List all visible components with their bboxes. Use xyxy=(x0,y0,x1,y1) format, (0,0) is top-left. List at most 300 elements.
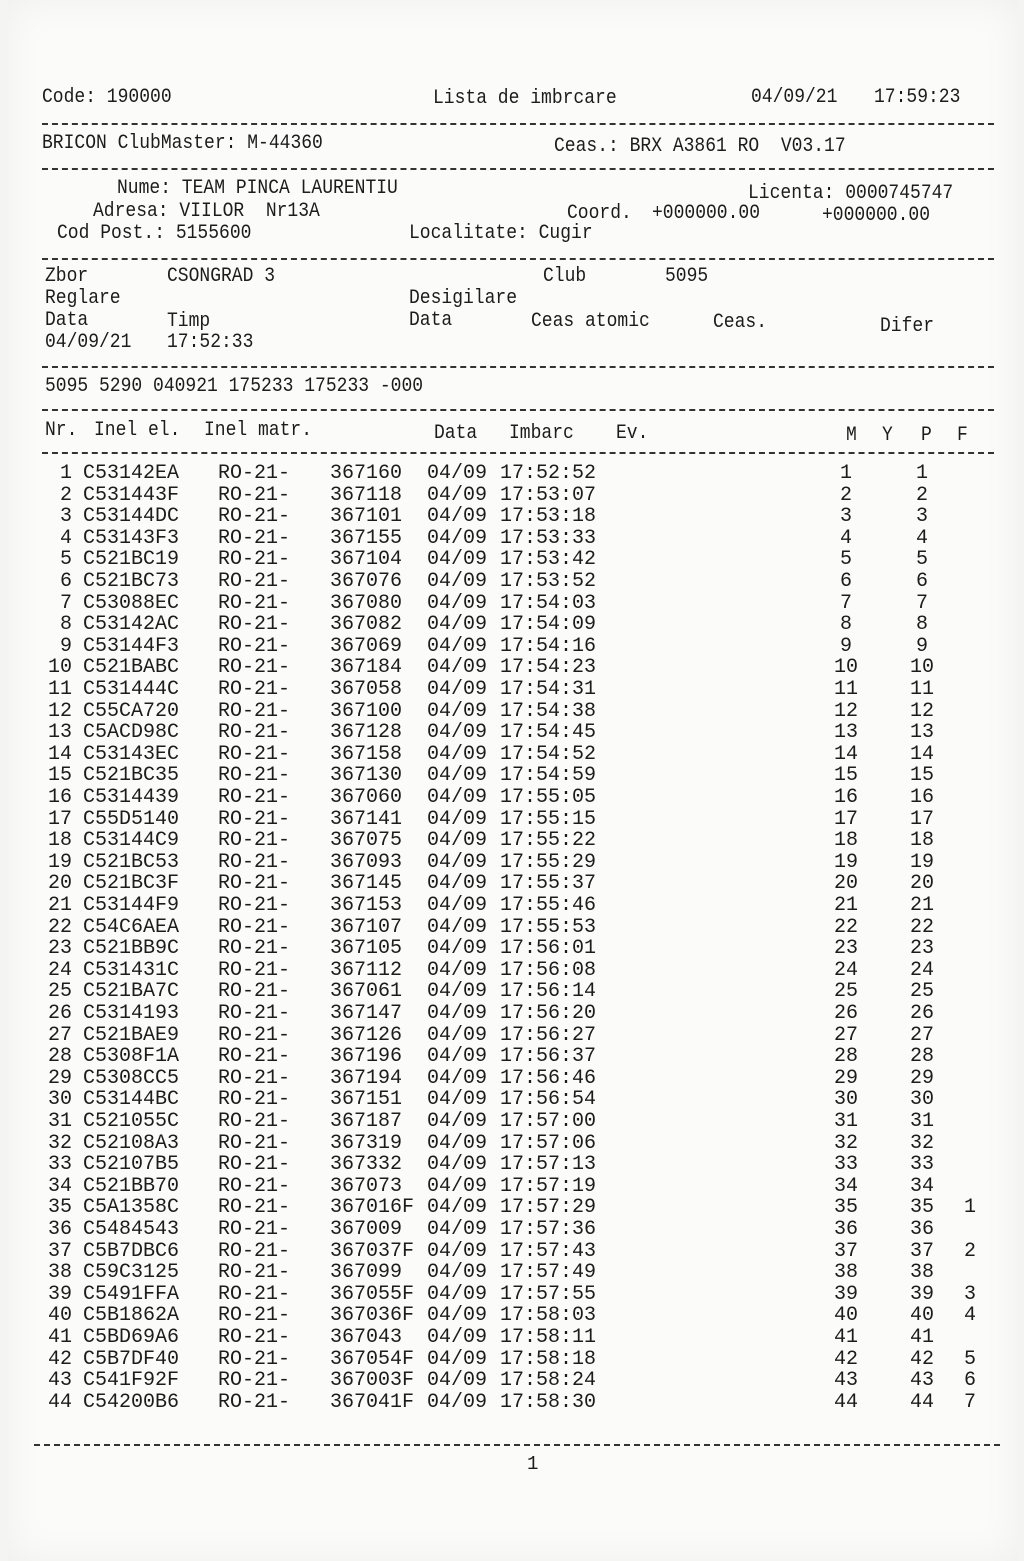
coord-label: Coord. xyxy=(567,202,632,225)
arrival-date: 04/09 xyxy=(427,1261,488,1285)
ring-prefix: RO-21- xyxy=(218,937,291,961)
ring-prefix: RO-21- xyxy=(218,915,291,939)
arrival-time: 17:55:53 xyxy=(500,915,597,939)
col-nr: Nr. xyxy=(45,419,78,442)
ring-number: 367101 xyxy=(330,505,403,529)
electronic-ring: C53142AC xyxy=(83,613,180,637)
arrival-date: 04/09 xyxy=(427,721,488,745)
table-row xyxy=(0,960,1024,982)
row-number: 38 xyxy=(47,1261,72,1285)
rank-p: 12 xyxy=(909,699,934,723)
ring-number: 367016F xyxy=(330,1196,415,1220)
ring-number: 367151 xyxy=(330,1088,403,1112)
electronic-ring: C531431C xyxy=(83,958,180,982)
table-row xyxy=(0,809,1024,831)
arrival-date: 04/09 xyxy=(427,1239,488,1263)
ring-prefix: RO-21- xyxy=(218,1066,291,1090)
ring-prefix: RO-21- xyxy=(218,894,291,917)
table-row xyxy=(0,701,1024,723)
rank-m: 4 xyxy=(839,526,852,550)
rank-m: 33 xyxy=(833,1153,858,1177)
rank-p: 33 xyxy=(909,1153,934,1177)
ring-prefix: RO-21- xyxy=(218,807,291,831)
rank-f: 6 xyxy=(963,1369,976,1393)
ring-prefix: RO-21- xyxy=(218,1002,291,1025)
electronic-ring: C5ACD98C xyxy=(83,721,180,745)
ring-prefix: RO-21- xyxy=(218,829,291,853)
club-label: Club xyxy=(543,265,587,288)
electronic-ring: C531444C xyxy=(83,678,180,701)
row-number: 11 xyxy=(47,678,72,701)
rank-m: 39 xyxy=(833,1282,858,1306)
table-row xyxy=(0,571,1024,593)
row-number: 4 xyxy=(59,526,72,550)
ring-prefix: RO-21- xyxy=(218,656,291,680)
rank-m: 11 xyxy=(833,678,858,701)
row-number: 12 xyxy=(47,699,72,723)
row-number: 25 xyxy=(47,980,72,1004)
ring-number: 367043 xyxy=(330,1326,403,1349)
data-label: Data xyxy=(45,309,89,332)
table-row xyxy=(0,1154,1024,1176)
coord-1: +000000.00 xyxy=(652,202,761,225)
arrival-date: 04/09 xyxy=(427,656,488,680)
arrival-date: 04/09 xyxy=(427,958,488,982)
rank-m: 12 xyxy=(833,699,858,723)
rank-m: 24 xyxy=(833,958,858,982)
table-row xyxy=(0,549,1024,571)
ring-prefix: RO-21- xyxy=(218,1390,291,1414)
arrival-date: 04/09 xyxy=(427,1196,488,1220)
electronic-ring: C521BC19 xyxy=(83,548,180,572)
rank-m: 36 xyxy=(833,1218,858,1241)
rank-m: 28 xyxy=(833,1045,858,1069)
electronic-ring: C5308CC5 xyxy=(83,1066,180,1090)
col-ev: Ev. xyxy=(616,422,649,445)
zbor-label: Zbor xyxy=(45,265,89,288)
table-row xyxy=(0,1197,1024,1219)
col-y: Y xyxy=(882,424,893,447)
rank-p: 4 xyxy=(915,526,928,550)
arrival-time: 17:54:38 xyxy=(500,699,597,723)
arrival-time: 17:57:36 xyxy=(500,1218,597,1241)
rank-m: 42 xyxy=(833,1347,858,1371)
rank-m: 17 xyxy=(833,807,858,831)
rank-f: 4 xyxy=(963,1304,976,1328)
table-row xyxy=(0,830,1024,852)
ring-prefix: RO-21- xyxy=(218,1131,291,1155)
ring-prefix: RO-21- xyxy=(218,699,291,723)
electronic-ring: C53143EC xyxy=(83,742,180,766)
ring-prefix: RO-21- xyxy=(218,1347,291,1371)
ring-prefix: RO-21- xyxy=(218,1239,291,1263)
rank-p: 16 xyxy=(909,786,934,809)
rank-m: 27 xyxy=(833,1023,858,1047)
arrival-time: 17:56:08 xyxy=(500,958,597,982)
table-row xyxy=(0,981,1024,1003)
ring-number: 367082 xyxy=(330,613,403,637)
rank-m: 31 xyxy=(833,1110,858,1133)
arrival-date: 04/09 xyxy=(427,807,488,831)
col-p: P xyxy=(921,424,932,447)
row-number: 2 xyxy=(59,483,72,507)
arrival-date: 04/09 xyxy=(427,980,488,1004)
ring-number: 367141 xyxy=(330,807,403,831)
rank-m: 35 xyxy=(833,1196,858,1220)
row-number: 39 xyxy=(47,1282,72,1306)
table-row xyxy=(0,1284,1024,1306)
ring-number: 367009 xyxy=(330,1218,403,1241)
summary-line: 5095 5290 040921 175233 175233 -000 xyxy=(45,375,424,398)
ring-prefix: RO-21- xyxy=(218,1369,291,1393)
ring-prefix: RO-21- xyxy=(218,1174,291,1198)
rank-p: 10 xyxy=(909,656,934,680)
arrival-time: 17:57:19 xyxy=(500,1174,597,1198)
rank-p: 35 xyxy=(909,1196,934,1220)
rank-p: 11 xyxy=(909,678,934,701)
electronic-ring: C5491FFA xyxy=(83,1282,180,1306)
ring-number: 367118 xyxy=(330,483,403,507)
rank-f: 3 xyxy=(963,1282,976,1306)
rank-m: 22 xyxy=(833,915,858,939)
arrival-time: 17:55:46 xyxy=(500,894,597,917)
electronic-ring: C521BC73 xyxy=(83,570,180,593)
table-row xyxy=(0,593,1024,615)
electronic-ring: C5B7DBC6 xyxy=(83,1239,180,1263)
table-row xyxy=(0,636,1024,658)
arrival-date: 04/09 xyxy=(427,872,488,896)
ring-number: 367145 xyxy=(330,872,403,896)
electronic-ring: C5314193 xyxy=(83,1002,180,1025)
table-row xyxy=(0,679,1024,701)
row-number: 13 xyxy=(47,721,72,745)
row-number: 26 xyxy=(47,1002,72,1025)
rank-p: 26 xyxy=(909,1002,934,1025)
ring-number: 367107 xyxy=(330,915,403,939)
table-row xyxy=(0,787,1024,809)
table-row xyxy=(0,744,1024,766)
rank-m: 43 xyxy=(833,1369,858,1393)
divider xyxy=(42,123,994,125)
rank-p: 25 xyxy=(909,980,934,1004)
reglare-label: Reglare xyxy=(45,287,121,310)
electronic-ring: C52107B5 xyxy=(83,1153,180,1177)
ring-number: 367099 xyxy=(330,1261,403,1285)
ring-number: 367104 xyxy=(330,548,403,572)
row-number: 5 xyxy=(59,548,72,572)
ring-number: 367332 xyxy=(330,1153,403,1177)
row-number: 3 xyxy=(59,505,72,529)
row-number: 31 xyxy=(47,1110,72,1133)
ring-number: 367184 xyxy=(330,656,403,680)
rank-p: 3 xyxy=(915,505,928,529)
ring-prefix: RO-21- xyxy=(218,1304,291,1328)
arrival-time: 17:56:54 xyxy=(500,1088,597,1112)
arrival-time: 17:57:49 xyxy=(500,1261,597,1285)
arrival-date: 04/09 xyxy=(427,483,488,507)
ring-prefix: RO-21- xyxy=(218,678,291,701)
arrival-date: 04/09 xyxy=(427,1326,488,1349)
row-number: 28 xyxy=(47,1045,72,1069)
rank-p: 20 xyxy=(909,872,934,896)
table-row xyxy=(0,485,1024,507)
rank-p: 21 xyxy=(909,894,934,917)
electronic-ring: C521BC35 xyxy=(83,764,180,788)
arrival-time: 17:54:09 xyxy=(500,613,597,637)
electronic-ring: C5B1862A xyxy=(83,1304,180,1328)
rank-p: 19 xyxy=(909,850,934,874)
row-number: 1 xyxy=(59,462,72,485)
ring-prefix: RO-21- xyxy=(218,721,291,745)
ring-prefix: RO-21- xyxy=(218,872,291,896)
row-number: 21 xyxy=(47,894,72,917)
ring-prefix: RO-21- xyxy=(218,462,291,485)
ring-number: 367076 xyxy=(330,570,403,593)
arrival-date: 04/09 xyxy=(427,1002,488,1025)
ring-prefix: RO-21- xyxy=(218,980,291,1004)
license: Licenta: 0000745747 xyxy=(748,182,954,205)
rank-p: 32 xyxy=(909,1131,934,1155)
ring-number: 367055F xyxy=(330,1282,415,1306)
table-row xyxy=(0,528,1024,550)
row-number: 10 xyxy=(47,656,72,680)
row-number: 17 xyxy=(47,807,72,831)
arrival-time: 17:57:55 xyxy=(500,1282,597,1306)
table-row xyxy=(0,1327,1024,1349)
arrival-time: 17:57:29 xyxy=(500,1196,597,1220)
row-number: 30 xyxy=(47,1088,72,1112)
table-row xyxy=(0,765,1024,787)
desigilare-label: Desigilare xyxy=(409,287,518,310)
table-row xyxy=(0,657,1024,679)
table-row xyxy=(0,1392,1024,1414)
rank-m: 32 xyxy=(833,1131,858,1155)
table-row xyxy=(0,1133,1024,1155)
arrival-date: 04/09 xyxy=(427,764,488,788)
ceas-atomic-label: Ceas atomic xyxy=(531,310,650,333)
data2-label: Data xyxy=(409,309,453,332)
electronic-ring: C55CA720 xyxy=(83,699,180,723)
col-data: Data xyxy=(434,422,478,445)
row-number: 34 xyxy=(47,1174,72,1198)
ring-prefix: RO-21- xyxy=(218,483,291,507)
rank-p: 1 xyxy=(915,462,928,485)
electronic-ring: C53144F3 xyxy=(83,634,180,658)
electronic-ring: C521BB70 xyxy=(83,1174,180,1198)
table-row xyxy=(0,1241,1024,1263)
ring-prefix: RO-21- xyxy=(218,548,291,572)
rank-m: 2 xyxy=(839,483,852,507)
locality: Localitate: Cugir xyxy=(409,222,593,245)
rank-p: 30 xyxy=(909,1088,934,1112)
arrival-time: 17:54:16 xyxy=(500,634,597,658)
arrival-time: 17:53:33 xyxy=(500,526,597,550)
ring-number: 367196 xyxy=(330,1045,403,1069)
divider xyxy=(42,168,994,170)
electronic-ring: C5314439 xyxy=(83,786,180,809)
rank-p: 31 xyxy=(909,1110,934,1133)
arrival-date: 04/09 xyxy=(427,1110,488,1133)
electronic-ring: C5308F1A xyxy=(83,1045,180,1069)
rank-m: 13 xyxy=(833,721,858,745)
ring-number: 367037F xyxy=(330,1239,415,1263)
print-date: 04/09/21 xyxy=(751,86,838,109)
ring-prefix: RO-21- xyxy=(218,764,291,788)
electronic-ring: C52108A3 xyxy=(83,1131,180,1155)
table-row xyxy=(0,1068,1024,1090)
table-row xyxy=(0,1219,1024,1241)
rank-p: 6 xyxy=(915,570,928,593)
electronic-ring: C55D5140 xyxy=(83,807,180,831)
divider xyxy=(42,409,994,411)
page-number: 1 xyxy=(527,1453,539,1475)
ring-number: 367069 xyxy=(330,634,403,658)
rank-p: 43 xyxy=(909,1369,934,1393)
rank-m: 16 xyxy=(833,786,858,809)
code-label: Code: 190000 xyxy=(42,86,172,109)
row-number: 6 xyxy=(59,570,72,593)
ring-number: 367075 xyxy=(330,829,403,853)
col-imbarc: Imbarc xyxy=(509,422,574,445)
ring-prefix: RO-21- xyxy=(218,1196,291,1220)
rank-m: 23 xyxy=(833,937,858,961)
arrival-date: 04/09 xyxy=(427,1304,488,1328)
rank-p: 22 xyxy=(909,915,934,939)
ring-number: 367093 xyxy=(330,850,403,874)
electronic-ring: C53144C9 xyxy=(83,829,180,853)
ring-prefix: RO-21- xyxy=(218,1045,291,1069)
ring-number: 367147 xyxy=(330,1002,403,1025)
arrival-date: 04/09 xyxy=(427,894,488,917)
rank-p: 15 xyxy=(909,764,934,788)
arrival-date: 04/09 xyxy=(427,1088,488,1112)
rank-p: 24 xyxy=(909,958,934,982)
ring-number: 367105 xyxy=(330,937,403,961)
ring-number: 367073 xyxy=(330,1174,403,1198)
arrival-time: 17:53:52 xyxy=(500,570,597,593)
ring-prefix: RO-21- xyxy=(218,634,291,658)
rank-m: 6 xyxy=(839,570,852,593)
rank-p: 38 xyxy=(909,1261,934,1285)
rank-m: 20 xyxy=(833,872,858,896)
row-number: 16 xyxy=(47,786,72,809)
table-row xyxy=(0,1262,1024,1284)
rank-m: 29 xyxy=(833,1066,858,1090)
rank-p: 41 xyxy=(909,1326,934,1349)
arrival-time: 17:58:03 xyxy=(500,1304,597,1328)
arrival-time: 17:54:03 xyxy=(500,591,597,615)
electronic-ring: C541F92F xyxy=(83,1369,180,1393)
arrival-date: 04/09 xyxy=(427,1218,488,1241)
row-number: 37 xyxy=(47,1239,72,1263)
reglare-time: 17:52:33 xyxy=(167,331,254,354)
arrival-time: 17:55:37 xyxy=(500,872,597,896)
ring-prefix: RO-21- xyxy=(218,1153,291,1177)
table-row xyxy=(0,1089,1024,1111)
arrival-time: 17:57:00 xyxy=(500,1110,597,1133)
arrival-time: 17:54:52 xyxy=(500,742,597,766)
zbor-value: CSONGRAD 3 xyxy=(167,265,276,288)
address: Adresa: VIILOR Nr13A xyxy=(93,200,320,223)
row-number: 27 xyxy=(47,1023,72,1047)
arrival-date: 04/09 xyxy=(427,1131,488,1155)
arrival-date: 04/09 xyxy=(427,1174,488,1198)
arrival-date: 04/09 xyxy=(427,591,488,615)
rank-f: 7 xyxy=(963,1390,976,1414)
ring-prefix: RO-21- xyxy=(218,591,291,615)
electronic-ring: C521BAE9 xyxy=(83,1023,180,1047)
electronic-ring: C5B7DF40 xyxy=(83,1347,180,1371)
row-number: 33 xyxy=(47,1153,72,1177)
ring-number: 367054F xyxy=(330,1347,415,1371)
electronic-ring: C5A1358C xyxy=(83,1196,180,1220)
row-number: 15 xyxy=(47,764,72,788)
ring-number: 367160 xyxy=(330,462,403,485)
row-number: 32 xyxy=(47,1131,72,1155)
arrival-date: 04/09 xyxy=(427,786,488,809)
timp-label: Timp xyxy=(167,310,211,333)
electronic-ring: C54200B6 xyxy=(83,1390,180,1414)
arrival-time: 17:53:18 xyxy=(500,505,597,529)
table-row xyxy=(0,852,1024,874)
table-row xyxy=(0,1003,1024,1025)
electronic-ring: C53088EC xyxy=(83,591,180,615)
rank-p: 23 xyxy=(909,937,934,961)
table-row xyxy=(0,1305,1024,1327)
arrival-time: 17:54:23 xyxy=(500,656,597,680)
arrival-time: 17:55:05 xyxy=(500,786,597,809)
row-number: 7 xyxy=(59,591,72,615)
document-title: Lista de imbrcare xyxy=(433,87,617,110)
arrival-time: 17:57:43 xyxy=(500,1239,597,1263)
rank-p: 28 xyxy=(909,1045,934,1069)
rank-m: 34 xyxy=(833,1174,858,1198)
table-row xyxy=(0,1370,1024,1392)
arrival-date: 04/09 xyxy=(427,678,488,701)
ring-number: 367036F xyxy=(330,1304,415,1328)
row-number: 22 xyxy=(47,915,72,939)
col-m: M xyxy=(846,424,857,447)
arrival-time: 17:56:27 xyxy=(500,1023,597,1047)
arrival-time: 17:56:14 xyxy=(500,980,597,1004)
electronic-ring: C521BABC xyxy=(83,656,180,680)
col-inel-el: Inel el. xyxy=(94,419,181,442)
table-row xyxy=(0,1025,1024,1047)
clubmaster-id: BRICON ClubMaster: M-44360 xyxy=(42,132,323,155)
rank-p: 13 xyxy=(909,721,934,745)
col-inel-matr: Inel matr. xyxy=(204,419,313,442)
ring-prefix: RO-21- xyxy=(218,1088,291,1112)
ring-prefix: RO-21- xyxy=(218,526,291,550)
electronic-ring: C521BB9C xyxy=(83,937,180,961)
table-row xyxy=(0,1176,1024,1198)
arrival-time: 17:53:42 xyxy=(500,548,597,572)
arrival-date: 04/09 xyxy=(427,937,488,961)
arrival-date: 04/09 xyxy=(427,1282,488,1306)
rank-m: 3 xyxy=(839,505,852,529)
arrival-date: 04/09 xyxy=(427,526,488,550)
rank-p: 18 xyxy=(909,829,934,853)
rank-m: 21 xyxy=(833,894,858,917)
ring-number: 367187 xyxy=(330,1110,403,1133)
arrival-date: 04/09 xyxy=(427,699,488,723)
table-row xyxy=(0,1349,1024,1371)
difer-label: Difer xyxy=(880,315,935,338)
arrival-date: 04/09 xyxy=(427,850,488,874)
rank-p: 37 xyxy=(909,1239,934,1263)
ring-prefix: RO-21- xyxy=(218,1218,291,1241)
table-row xyxy=(0,614,1024,636)
